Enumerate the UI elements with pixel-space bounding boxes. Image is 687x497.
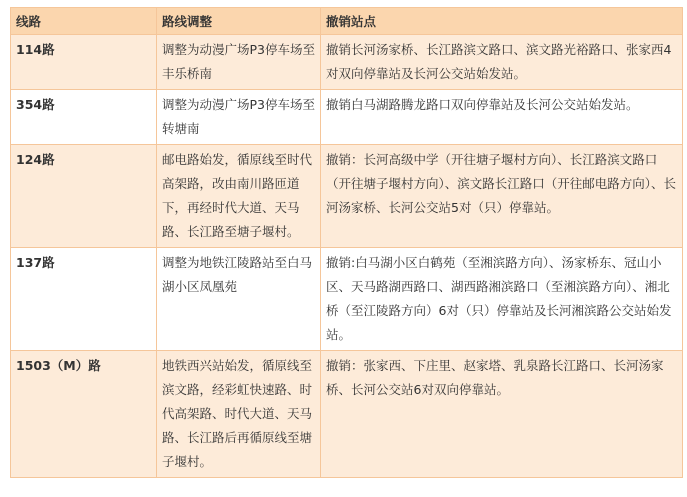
route-adjustment-table	[10, 7, 683, 478]
route-name: 1503（M）路	[16, 358, 101, 373]
adjustment-text: 调整为动漫广场P3停车场至转塘南	[162, 97, 315, 136]
adjustment-text: 地铁西兴站始发，循原线至滨文路，经彩虹快速路、时代高架路、时代大道、天马路、长江路后再循原线至塘子堰村。	[162, 358, 313, 469]
route-cell	[11, 351, 157, 478]
table-row	[11, 145, 683, 248]
adjustment-cell	[157, 248, 321, 351]
cancelled-cell	[321, 145, 683, 248]
cancelled-cell	[321, 90, 683, 145]
cancelled-text: 撤销长河汤家桥、长江路滨文路口、滨文路光裕路口、张家西4对双向停靠站及长河公交站始发站。	[326, 42, 672, 81]
adjustment-cell	[157, 351, 321, 478]
adjustment-text: 调整为地铁江陵路站至白马湖小区凤凰苑	[162, 255, 313, 294]
adjustment-cell	[157, 90, 321, 145]
header-cancelled-stops: 撤销站点	[321, 8, 683, 35]
table-row	[11, 248, 683, 351]
header-route: 线路	[11, 8, 157, 35]
cancelled-cell	[321, 351, 683, 478]
adjustment-cell	[157, 35, 321, 90]
cancelled-cell	[321, 248, 683, 351]
table-row	[11, 351, 683, 478]
adjustment-cell	[157, 145, 321, 248]
header-adjustment: 路线调整	[157, 8, 321, 35]
table-row	[11, 90, 683, 145]
route-cell	[11, 145, 157, 248]
route-name: 124路	[16, 152, 55, 167]
cancelled-cell	[321, 35, 683, 90]
route-cell	[11, 248, 157, 351]
cancelled-text: 撤销：张家西、下庄里、赵家塔、乳泉路长江路口、长河汤家桥、长河公交站6对双向停靠站。	[326, 358, 664, 397]
table-row	[11, 35, 683, 90]
route-name: 354路	[16, 97, 55, 112]
table-header-row	[11, 8, 683, 35]
route-cell	[11, 35, 157, 90]
adjustment-text: 调整为动漫广场P3停车场至丰乐桥南	[162, 42, 315, 81]
adjustment-text: 邮电路始发，循原线至时代高架路，改由南川路匝道下，再经时代大道、天马路、长江路至塘子堰村。	[162, 152, 313, 239]
cancelled-text: 撤销白马湖路腾龙路口双向停靠站及长河公交站始发站。	[326, 97, 639, 112]
cancelled-text: 撤销:白马湖小区白鹤苑（至湘滨路方向）、汤家桥东、冠山小区、天马路湖西路口、湖西路湘滨路口（至湘滨路方向）、湘北桥（至江陵路方向）6对（只）停靠站及长河湘滨路公交站始发站。	[326, 255, 672, 342]
cancelled-text: 撤销：长河高级中学（开往塘子堰村方向）、长江路滨文路口（开往塘子堰村方向）、滨文路长江路口（开往邮电路方向）、长河汤家桥、长河公交站5对（只）停靠站。	[326, 152, 677, 215]
route-name: 137路	[16, 255, 55, 270]
route-cell	[11, 90, 157, 145]
route-name: 114路	[16, 42, 55, 57]
